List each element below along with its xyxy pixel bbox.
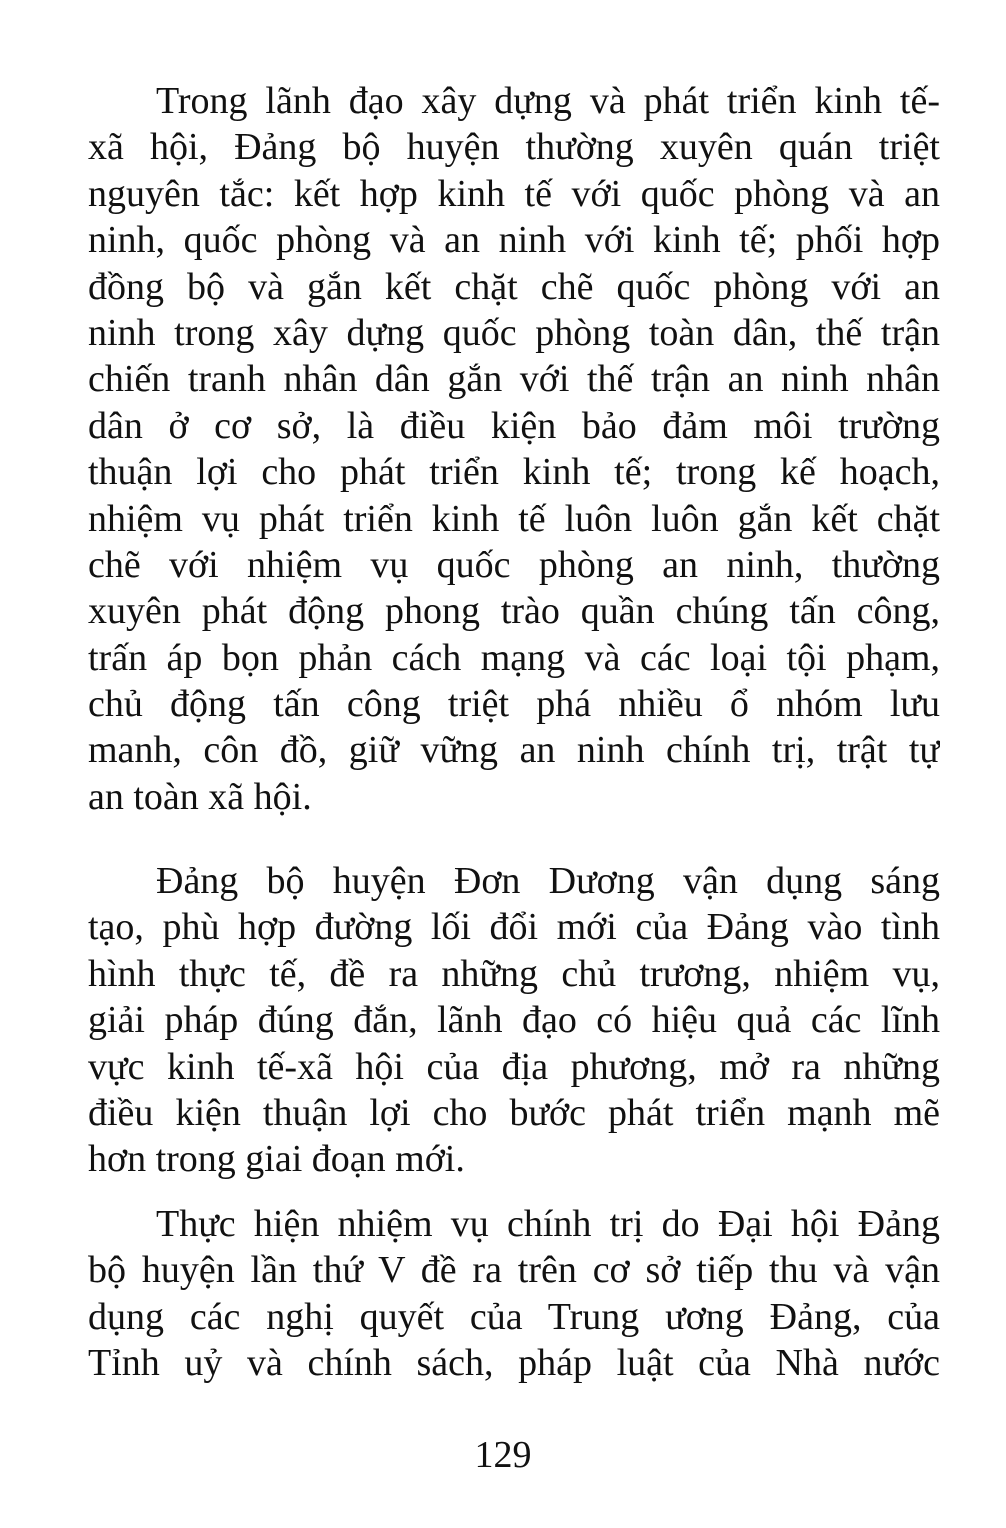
text-line: hơn trong giai đoạn mới.	[88, 1138, 465, 1181]
text-line: tạo, phù hợp đường lối đổi mới của Đảng vào tình	[88, 906, 940, 949]
text-line: thuận lợi cho phát triển kinh tế; trong kế hoạch,	[88, 451, 940, 494]
paragraph-1	[88, 78, 940, 820]
text-line: trấn áp bọn phản cách mạng và các loại tội phạm,	[88, 636, 940, 679]
text-line: bộ huyện lần thứ V đề ra trên cơ sở tiếp thu và vận	[88, 1249, 940, 1292]
text-line: Đảng bộ huyện Đơn Dương vận dụng sáng	[156, 860, 940, 902]
text-line: Trong lãnh đạo xây dựng và phát triển kinh tế-	[156, 80, 940, 122]
paragraph-3	[88, 1201, 940, 1387]
paragraph-2	[88, 858, 940, 1183]
text-line: dụng các nghị quyết của Trung ương Đảng, của	[88, 1295, 940, 1338]
text-line: chiến tranh nhân dân gắn với thế trận an ninh nhân	[88, 358, 940, 401]
text-line: ninh, quốc phòng và an ninh với kinh tế; phối hợp	[88, 219, 940, 262]
text-line: nguyên tắc: kết hợp kinh tế với quốc phòng và an	[88, 172, 940, 215]
text-line: điều kiện thuận lợi cho bước phát triển mạnh mẽ	[88, 1091, 940, 1134]
page-number: 129	[474, 1434, 532, 1476]
text-line: Tỉnh uỷ và chính sách, pháp luật của Nhà nước	[88, 1342, 940, 1385]
text-line: giải pháp đúng đắn, lãnh đạo có hiệu quả các lĩnh	[88, 999, 940, 1042]
text-line: xã hội, Đảng bộ huyện thường xuyên quán triệt	[88, 126, 940, 169]
text-line: manh, côn đồ, giữ vững an ninh chính trị, trật tự	[88, 729, 940, 772]
text-line: nhiệm vụ phát triển kinh tế luôn luôn gắn kết chặt	[88, 497, 940, 540]
text-line: đồng bộ và gắn kết chặt chẽ quốc phòng với an	[88, 265, 940, 308]
text-line: xuyên phát động phong trào quần chúng tấn công,	[88, 590, 940, 633]
text-line: dân ở cơ sở, là điều kiện bảo đảm môi trường	[88, 404, 940, 447]
text-line: an toàn xã hội.	[88, 775, 312, 818]
text-line: vực kinh tế-xã hội của địa phương, mở ra những	[88, 1045, 940, 1088]
text-line: hình thực tế, đề ra những chủ trương, nhiệm vụ,	[88, 952, 940, 995]
text-line: chủ động tấn công triệt phá nhiều ổ nhóm lưu	[88, 683, 940, 726]
text-line: chẽ với nhiệm vụ quốc phòng an ninh, thường	[88, 543, 940, 586]
text-line: Thực hiện nhiệm vụ chính trị do Đại hội Đảng	[156, 1203, 940, 1245]
text-line: ninh trong xây dựng quốc phòng toàn dân, thế trận	[88, 311, 940, 354]
